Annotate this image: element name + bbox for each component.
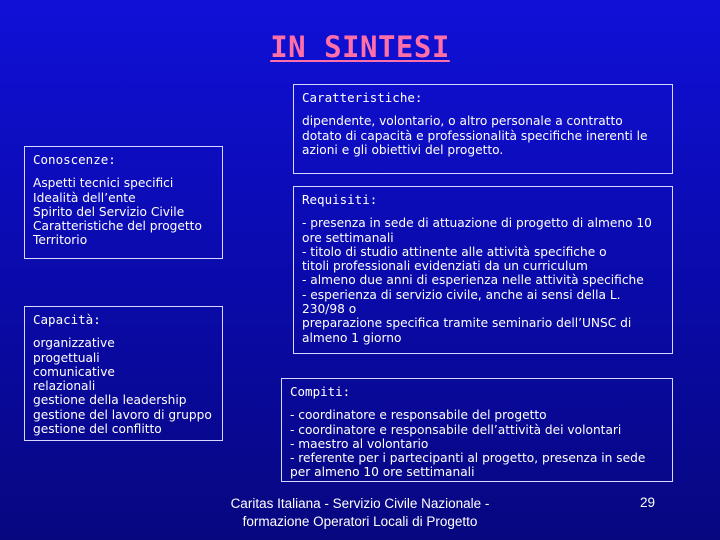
requisiti-line: - almeno due anni di esperienza nelle attività specifiche (302, 273, 644, 288)
caratteristiche-heading: Caratteristiche: (302, 90, 423, 105)
capacita-item: progettuali (33, 350, 100, 365)
compiti-line: per almeno 10 ore settimanali (290, 465, 475, 480)
compiti-line: - referente per i partecipanti al progetto, presenza in sede (290, 451, 646, 466)
requisiti-heading: Requisiti: (302, 192, 378, 207)
compiti-line: - maestro al volontario (290, 436, 429, 451)
footer-line-2: formazione Operatori Locali di Progetto (242, 514, 478, 529)
capacita-item: relazionali (33, 379, 96, 394)
caratteristiche-box (293, 84, 673, 174)
page-number: 29 (640, 495, 656, 510)
requisiti-line: - esperienza di servizio civile, anche ai sensi della L. (302, 287, 621, 302)
capacita-item: comunicative (33, 364, 115, 379)
slide-title: IN SINTESI (270, 30, 450, 64)
requisiti-line: ore settimanali (302, 230, 394, 245)
compiti-line: - coordinatore e responsabile del progetto (290, 408, 547, 423)
compiti-line: - coordinatore e responsabile dell’attività dei volontari (290, 422, 622, 437)
capacita-heading: Capacità: (33, 312, 101, 327)
capacita-item: gestione del conflitto (33, 422, 162, 437)
requisiti-line: - presenza in sede di attuazione di progetto di almeno 10 (302, 216, 652, 231)
requisiti-line: - titolo di studio attinente alle attività specifiche o (302, 244, 607, 259)
footer-line-1: Caritas Italiana - Servizio Civile Nazionale - (230, 496, 490, 511)
conoscenze-item: Aspetti tecnici specifici (33, 176, 174, 191)
compiti-heading: Compiti: (290, 384, 351, 399)
requisiti-line: titoli professionali evidenziati da un curriculum (302, 259, 588, 274)
requisiti-box (293, 186, 673, 354)
requisiti-line: almeno 1 giorno (302, 330, 402, 345)
conoscenze-box (24, 146, 223, 259)
compiti-box (281, 378, 673, 482)
requisiti-line: preparazione specifica tramite seminario dell’UNSC di (302, 316, 632, 331)
capacita-item: gestione del lavoro di gruppo (33, 407, 212, 422)
capacita-item: organizzative (33, 336, 115, 351)
conoscenze-item: Territorio (33, 233, 88, 248)
conoscenze-heading: Conoscenze: (33, 152, 116, 167)
capacita-box (24, 306, 223, 441)
footer (215, 495, 505, 531)
conoscenze-item: Idealità dell’ente (33, 190, 136, 205)
capacita-item: gestione della leadership (33, 393, 187, 408)
requisiti-line: 230/98 o (302, 302, 357, 317)
conoscenze-item: Caratteristiche del progetto (33, 219, 202, 234)
conoscenze-item: Spirito del Servizio Civile (33, 204, 185, 219)
caratteristiche-text: dipendente, volontario, o altro personale a contratto dotato di capacità e professionalità specifiche inerenti le azioni e gli obiettivi del progetto. (302, 114, 648, 157)
